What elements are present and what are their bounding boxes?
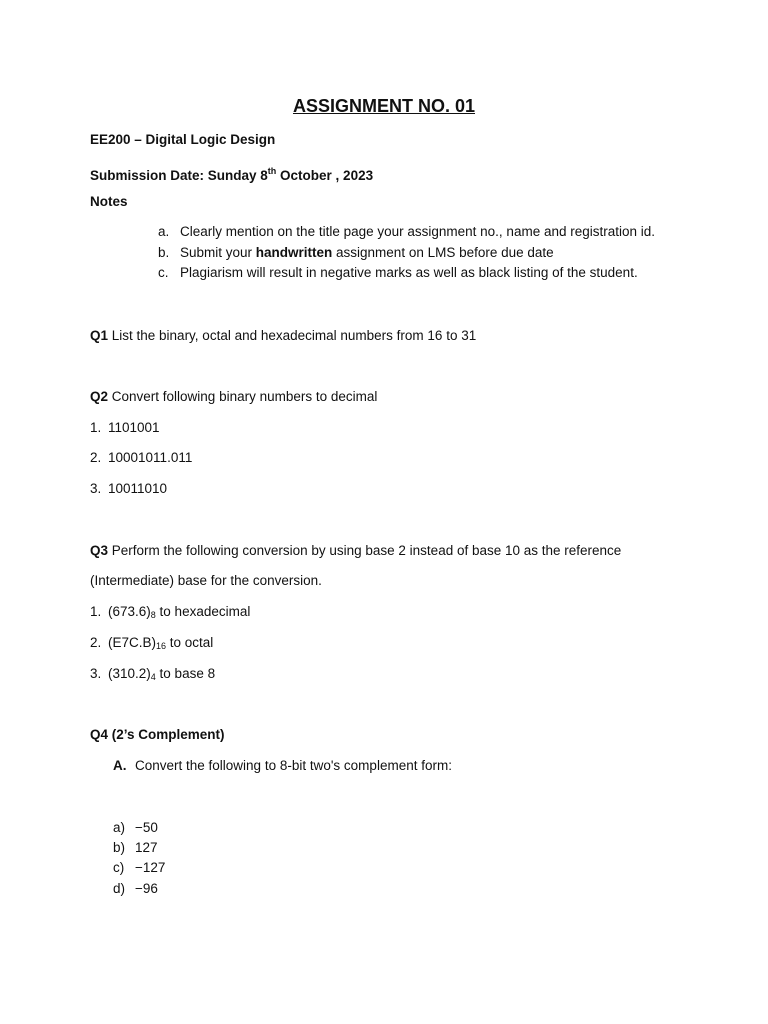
notes-heading: Notes: [90, 194, 128, 209]
q3-item-value: (673.6): [108, 604, 151, 619]
q4-item-marker: a): [113, 820, 126, 835]
q4-item-marker: c): [113, 860, 125, 875]
q3-item-base: 4: [150, 672, 156, 682]
note-marker: b.: [158, 245, 170, 260]
q3-item-number: 2.: [90, 635, 102, 650]
q3-item-rest: to octal: [166, 635, 214, 650]
q3-item: [90, 603, 250, 624]
q4-item-value: −127: [135, 860, 166, 875]
q3-item-number: 3.: [90, 666, 102, 681]
q4-item: [113, 819, 158, 837]
q2-item-value: 1101001: [108, 420, 160, 435]
note-text-pre: Submit your: [180, 245, 256, 260]
q3-item: [90, 665, 215, 686]
q4-item-marker: d): [113, 881, 126, 896]
q1-text: List the binary, octal and hexadecimal numbers from 16 to 31: [108, 328, 477, 343]
q3-item-value: (310.2): [108, 666, 151, 681]
note-marker: a.: [158, 224, 170, 239]
page-title: ASSIGNMENT NO. 01: [292, 96, 476, 116]
q3-text-line1: Perform the following conversion by using base 2 instead of base 10 as the reference: [108, 543, 622, 558]
q2-item-value: 10001011.011: [108, 450, 193, 465]
q2-label: Q2: [90, 389, 109, 404]
q4-label: Q4 (2’s Complement): [90, 727, 225, 742]
q3-item-base: 8: [150, 610, 156, 620]
q4-item: [113, 859, 165, 877]
q2-text: Convert following binary numbers to decimal: [108, 389, 378, 404]
q4-item-value: −96: [135, 881, 158, 896]
course-name: EE200 – Digital Logic Design: [90, 132, 276, 147]
q2-item-number: 2.: [90, 450, 102, 465]
note-marker: c.: [158, 265, 169, 280]
q3-item: [90, 634, 213, 655]
q1-label: Q1: [90, 328, 109, 343]
q2-item-number: 1.: [90, 420, 102, 435]
q3-label: Q3: [90, 543, 109, 558]
q3-item-number: 1.: [90, 604, 102, 619]
q3-text-line2: (Intermediate) base for the conversion.: [90, 573, 322, 588]
q4-item: [113, 880, 158, 898]
question-3: [90, 542, 621, 560]
note-item: [158, 264, 638, 282]
q4-part-a-marker: A.: [113, 758, 127, 773]
note-text: Plagiarism will result in negative marks as well as black listing of the student.: [180, 265, 638, 280]
q2-item: [90, 419, 160, 437]
question-2: [90, 388, 377, 406]
note-text-post: assignment on LMS before due date: [332, 245, 554, 260]
submission-date-sup: th: [267, 166, 277, 176]
q2-item-value: 10011010: [108, 481, 168, 496]
q2-item: [90, 480, 167, 498]
q4-part-a: [113, 757, 452, 775]
submission-date-suffix: October , 2023: [276, 168, 374, 183]
note-item: [158, 223, 655, 241]
submission-date: [90, 162, 373, 185]
q2-item: [90, 449, 192, 467]
q4-item-marker: b): [113, 840, 126, 855]
q4-part-a-text: Convert the following to 8-bit two's complement form:: [135, 758, 452, 773]
submission-date-prefix: Submission Date: Sunday 8: [90, 168, 268, 183]
note-text: Clearly mention on the title page your assignment no., name and registration id.: [180, 224, 656, 239]
q4-item: [113, 839, 158, 857]
question-1: [90, 327, 476, 345]
note-text-bold: handwritten: [255, 245, 333, 260]
q3-item-value: (E7C.B): [108, 635, 157, 650]
q2-item-number: 3.: [90, 481, 102, 496]
q4-item-value: −50: [135, 820, 158, 835]
note-item: [158, 244, 554, 262]
q4-item-value: 127: [135, 840, 158, 855]
q3-item-rest: to base 8: [155, 666, 216, 681]
q3-item-base: 16: [156, 641, 167, 651]
q3-item-rest: to hexadecimal: [155, 604, 251, 619]
